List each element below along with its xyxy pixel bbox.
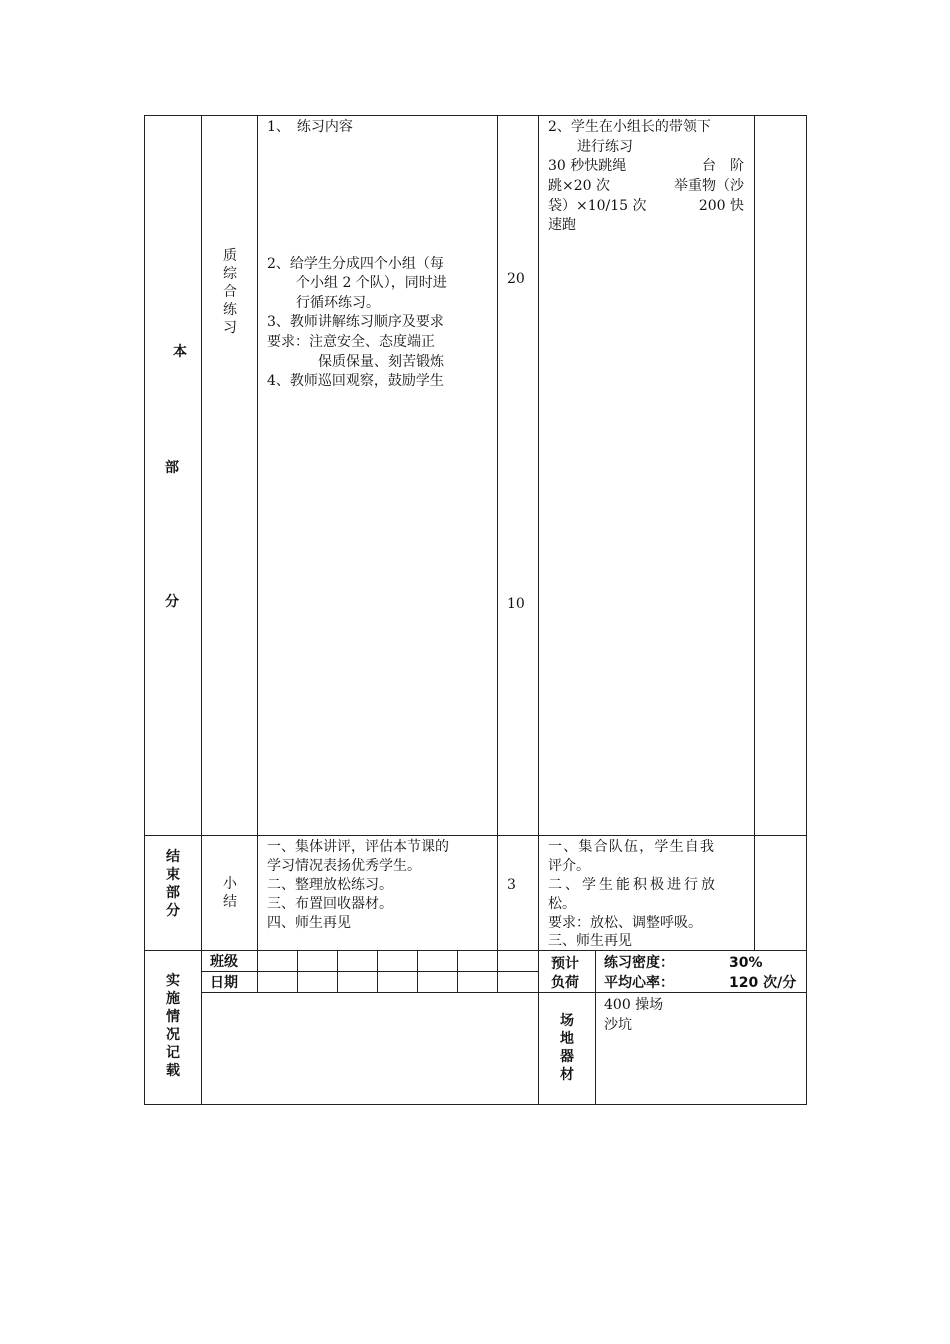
grid-col: [457, 950, 458, 992]
row-border-end-end: [144, 950, 806, 951]
venue-label: 场地器材: [560, 1013, 574, 1083]
content-line: 学习情况表扬优秀学生。: [267, 858, 421, 874]
record-section-label: 实施情况记载: [166, 973, 180, 1079]
activity-text: 袋）×10/15 次: [548, 198, 647, 214]
col-border-3: [497, 115, 498, 950]
content-line: 4、教师巡回观察，鼓励学生: [267, 373, 444, 389]
heart-rate-value: 120 次/分: [729, 975, 797, 991]
activity-text: 台 阶: [702, 158, 744, 174]
col-border-5: [754, 115, 755, 950]
row-border-date: [201, 992, 538, 993]
end-section-label: 结束部分: [166, 849, 180, 919]
grid-col: [417, 950, 418, 992]
topic-label: 质综合练习: [223, 248, 237, 336]
activity-text: 跳×20 次: [548, 178, 610, 194]
content-line: 3、教师讲解练习顺序及要求: [267, 314, 444, 330]
row-border-bottom: [144, 1104, 806, 1105]
activity-line: [548, 197, 744, 216]
activity-line: [548, 177, 744, 196]
col-border-left: [144, 115, 145, 1105]
content-line: 1、 练习内容: [267, 119, 353, 135]
venue-item: 沙坑: [604, 1017, 632, 1033]
activity-line: 2、学生在小组长的带领下: [548, 119, 711, 135]
date-label: 日期: [210, 975, 238, 991]
activity-line: 速跑: [548, 217, 576, 233]
end-topic-label: 小结: [223, 876, 237, 910]
activity-line: 二、学生能积极进行放: [548, 877, 718, 893]
col-border-1: [201, 115, 202, 1105]
content-line: 2、给学生分成四个小组（每: [267, 256, 444, 272]
venue-item: 400 操场: [604, 997, 664, 1013]
content-line: 保质保量、刻苦锻炼: [318, 354, 444, 370]
grid-col: [497, 950, 498, 992]
content-line: 一、集体讲评，评估本节课的: [267, 839, 449, 855]
load-label: 负荷: [551, 975, 579, 991]
density-label: 练习密度：: [604, 955, 674, 971]
row-border-class: [201, 971, 538, 972]
content-line: 个小组 2 个队），同时进: [296, 275, 447, 291]
col-border-4: [538, 115, 539, 1105]
content-line: 三、布置回收器材。: [267, 896, 393, 912]
col-border-venue: [595, 950, 596, 1105]
section-label-mid: 部: [165, 460, 179, 476]
time-value: 3: [507, 877, 516, 893]
density-value: 30%: [729, 955, 763, 971]
col-border-right: [806, 115, 807, 1105]
activity-line: 评介。: [548, 858, 590, 874]
activity-text: 200 快: [698, 198, 744, 214]
activity-line: [548, 157, 744, 176]
time-value: 10: [507, 596, 525, 612]
row-border-main-end: [144, 835, 806, 836]
section-label-bottom: 分: [165, 594, 179, 610]
grid-col: [377, 950, 378, 992]
content-line: 四、师生再见: [267, 915, 351, 931]
activity-line: 松。: [548, 896, 576, 912]
activity-line: 进行练习: [577, 139, 633, 155]
heart-rate-label: 平均心率：: [604, 975, 674, 991]
activity-line: 三、师生再见: [548, 933, 632, 949]
activity-text: 30 秒快跳绳: [548, 158, 627, 174]
activity-line: 一、集合队伍，学生自我: [548, 839, 716, 855]
grid-col: [297, 950, 298, 992]
load-label: 预计: [551, 956, 579, 972]
grid-col: [257, 950, 258, 992]
activity-text: 举重物（沙: [674, 178, 744, 194]
content-line: 要求：注意安全、态度端正: [267, 334, 435, 350]
grid-col: [337, 950, 338, 992]
content-line: 行循环练习。: [296, 295, 380, 311]
activity-line: 要求：放松、调整呼吸。: [548, 915, 702, 931]
time-value: 20: [507, 271, 525, 287]
section-label-top: 本: [173, 344, 187, 360]
row-border-top: [144, 115, 806, 116]
class-label: 班级: [210, 954, 238, 970]
content-line: 二、整理放松练习。: [267, 877, 393, 893]
col-border-2: [257, 115, 258, 950]
